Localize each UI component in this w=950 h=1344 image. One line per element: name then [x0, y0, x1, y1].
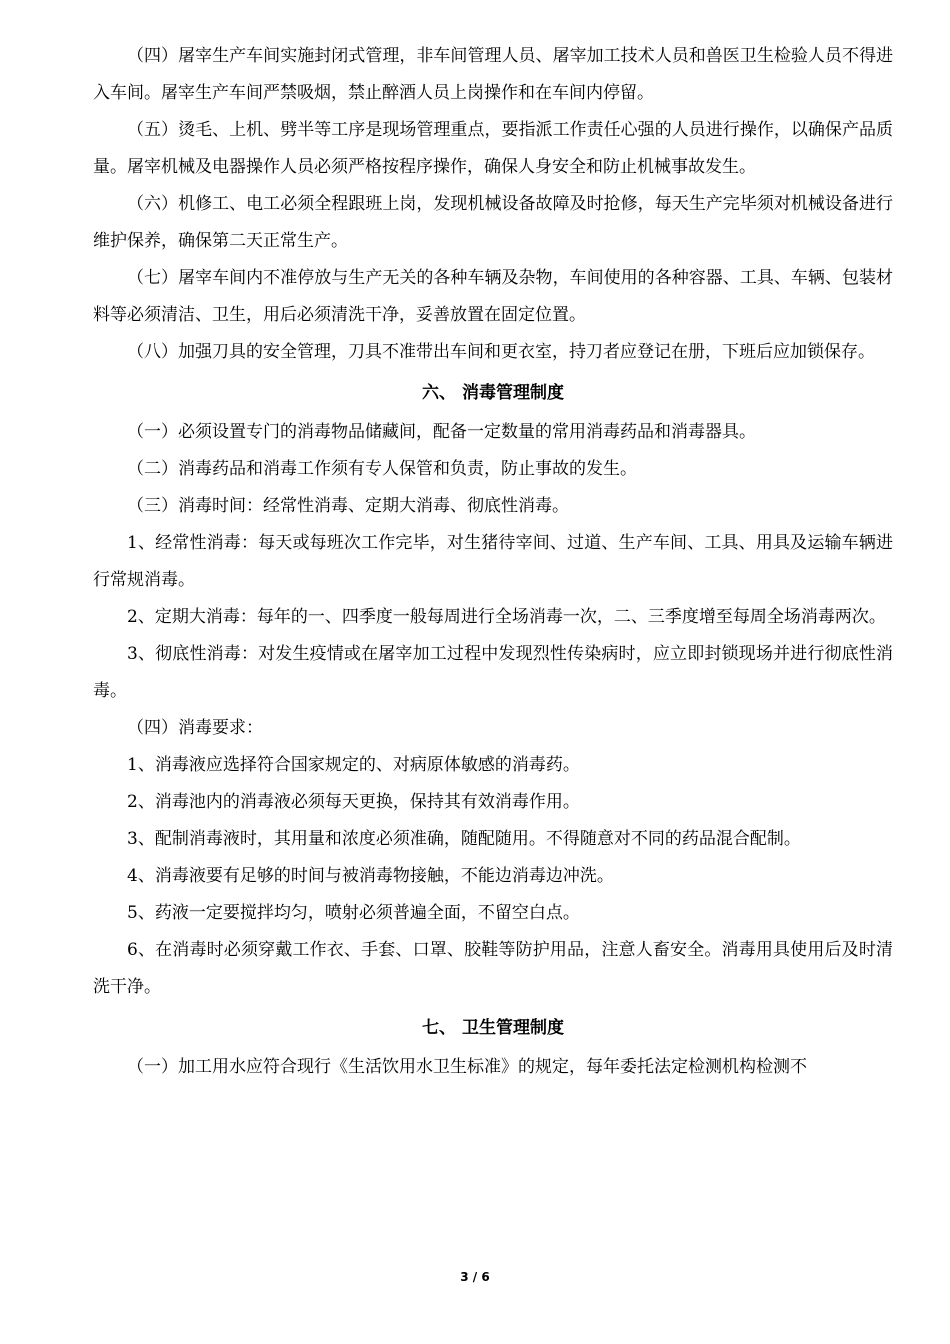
paragraph: （五）烫毛、上机、劈半等工序是现场管理重点，要指派工作责任心强的人员进行操作，以确保产品质量。屠宰机械及电器操作人员必须严格按程序操作，确保人身安全和防止机械事故发生。	[93, 120, 893, 177]
paragraph: （二）消毒药品和消毒工作须有专人保管和负责，防止事故的发生。	[127, 459, 637, 479]
paragraph: 1、消毒液应选择符合国家规定的、对病原体敏感的消毒药。	[127, 755, 580, 775]
paragraph: 4、消毒液要有足够的时间与被消毒物接触，不能边消毒边冲洗。	[127, 866, 614, 886]
paragraph: 5、药液一定要搅拌均匀，喷射必须普遍全面，不留空白点。	[127, 903, 580, 923]
section-6-rules	[93, 414, 893, 1006]
paragraph: （一）加工用水应符合现行《生活饮用水卫生标准》的规定，每年委托法定检测机构检测不	[127, 1057, 807, 1077]
section-7-rules	[93, 1049, 893, 1086]
paragraph: （六）机修工、电工必须全程跟班上岗，发现机械设备故障及时抢修，每天生产完毕须对机械设备进行维护保养，确保第二天正常生产。	[93, 194, 893, 251]
paragraph: 2、定期大消毒：每年的一、四季度一般每周进行全场消毒一次，二、三季度增至每周全场消毒两次。	[127, 607, 886, 627]
section-5-rules	[93, 38, 893, 371]
page-number: 3 / 6	[460, 1270, 490, 1284]
paragraph: （三）消毒时间：经常性消毒、定期大消毒、彻底性消毒。	[127, 496, 569, 516]
paragraph: （七）屠宰车间内不准停放与生产无关的各种车辆及杂物，车间使用的各种容器、工具、车辆、包装材料等必须清洁、卫生，用后必须清洗干净，妥善放置在固定位置。	[93, 268, 893, 325]
paragraph: （四）屠宰生产车间实施封闭式管理，非车间管理人员、屠宰加工技术人员和兽医卫生检验人员不得进入车间。屠宰生产车间严禁吸烟，禁止醉酒人员上岗操作和在车间内停留。	[93, 46, 893, 103]
paragraph: 2、消毒池内的消毒液必须每天更换，保持其有效消毒作用。	[127, 792, 580, 812]
document-body	[93, 38, 893, 1086]
paragraph: 3、配制消毒液时，其用量和浓度必须准确，随配随用。不得随意对不同的药品混合配制。	[127, 829, 801, 849]
section-heading-hygiene: 七、 卫生管理制度	[422, 1018, 564, 1038]
paragraph: 1、经常性消毒：每天或每班次工作完毕，对生猪待宰间、过道、生产车间、工具、用具及运输车辆进行常规消毒。	[93, 533, 893, 590]
paragraph: （一）必须设置专门的消毒物品储藏间，配备一定数量的常用消毒药品和消毒器具。	[127, 422, 756, 442]
paragraph: 6、在消毒时必须穿戴工作衣、手套、口罩、胶鞋等防护用品，注意人畜安全。消毒用具使用后及时清洗干净。	[93, 940, 893, 997]
paragraph: （八）加强刀具的安全管理，刀具不准带出车间和更衣室，持刀者应登记在册，下班后应加锁保存。	[127, 342, 875, 362]
paragraph: 3、彻底性消毒：对发生疫情或在屠宰加工过程中发现烈性传染病时，应立即封锁现场并进行彻底性消毒。	[93, 644, 893, 701]
paragraph: （四）消毒要求：	[127, 718, 263, 738]
section-heading-disinfection: 六、 消毒管理制度	[422, 383, 564, 403]
